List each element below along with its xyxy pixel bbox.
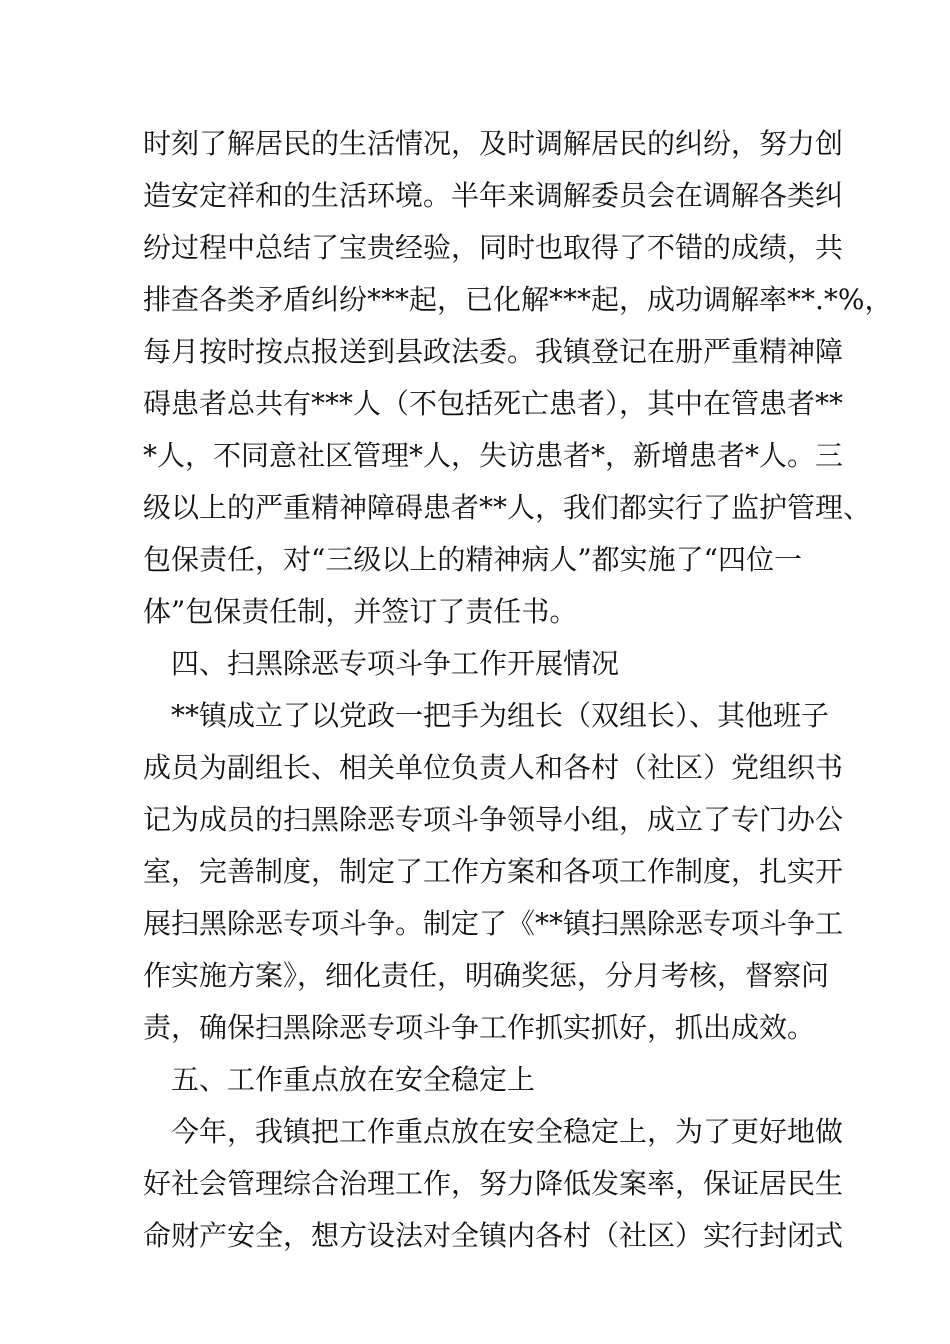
text-line: 今年，我镇把工作重点放在安全稳定上，为了更好地做 (143, 1115, 844, 1148)
text-line: 展扫黑除恶专项斗争。制定了《**镇扫黑除恶专项斗争工 (143, 907, 844, 940)
text-line: **镇成立了以党政一把手为组长（双组长）、其他班子 (143, 699, 830, 732)
section-heading: 五、工作重点放在安全稳定上 (143, 1063, 536, 1096)
text-line: 体”包保责任制，并签订了责任书。 (143, 595, 578, 628)
text-line: 纷过程中总结了宝贵经验，同时也取得了不错的成绩，共 (143, 231, 844, 264)
text-line: 室，完善制度，制定了工作方案和各项工作制度，扎实开 (143, 855, 844, 888)
text-line: 每月按时按点报送到县政法委。我镇登记在册严重精神障 (143, 335, 844, 368)
text-line: 造安定祥和的生活环境。半年来调解委员会在调解各类纠 (143, 179, 844, 212)
text-line: *人，不同意社区管理*人，失访患者*，新增患者*人。三 (143, 439, 844, 472)
section-heading: 四、扫黑除恶专项斗争工作开展情况 (143, 647, 620, 680)
text-line: 成员为副组长、相关单位负责人和各村（社区）党组织书 (143, 751, 844, 784)
text-line: 级以上的严重精神障碍患者**人，我们都实行了监护管理、 (143, 491, 872, 524)
text-line: 排查各类矛盾纠纷***起，已化解***起，成功调解率**.*%， (143, 283, 893, 316)
text-line: 好社会管理综合治理工作，努力降低发案率，保证居民生 (143, 1167, 844, 1200)
text-line: 作实施方案》，细化责任，明确奖惩，分月考核，督察问 (143, 959, 830, 992)
text-line: 命财产安全，想方设法对全镇内各村（社区）实行封闭式 (143, 1219, 844, 1252)
text-line: 记为成员的扫黑除恶专项斗争领导小组，成立了专门办公 (143, 803, 844, 836)
text-line: 责，确保扫黑除恶专项斗争工作抓实抓好，抓出成效。 (143, 1011, 816, 1044)
text-line: 碍患者总共有***人（不包括死亡患者），其中在管患者** (143, 387, 844, 420)
text-line: 时刻了解居民的生活情况，及时调解居民的纠纷，努力创 (143, 127, 844, 160)
text-line: 包保责任，对“三级以上的精神病人”都实施了“四位一 (143, 543, 802, 576)
